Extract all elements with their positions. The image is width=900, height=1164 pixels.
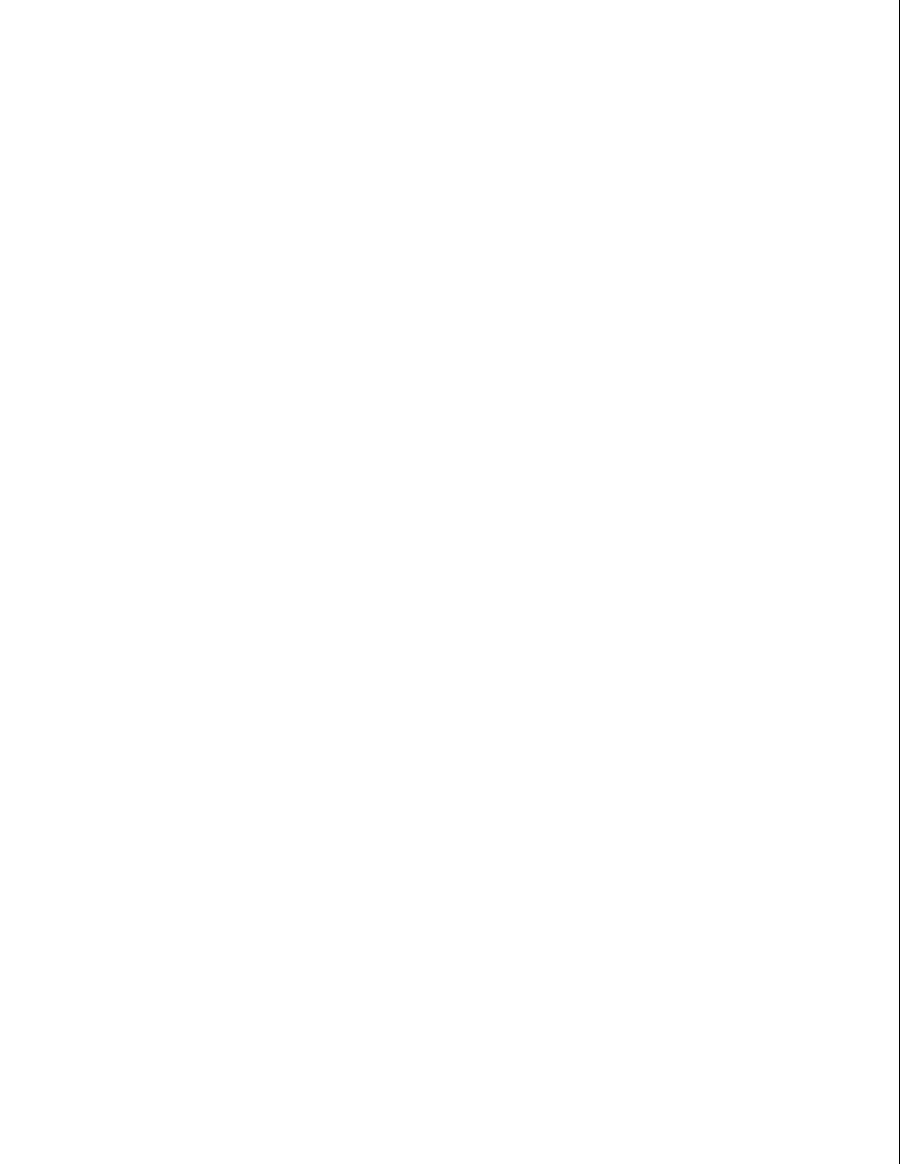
instructions-block: [42, 715, 862, 863]
